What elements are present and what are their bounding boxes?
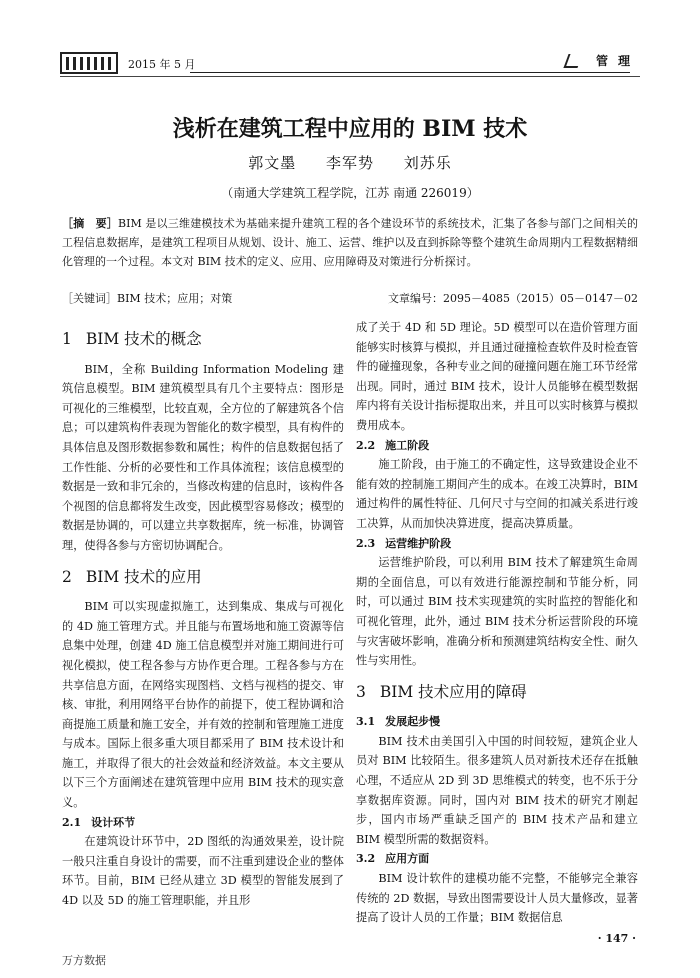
paragraph: BIM，全称 Building Information Modeling 建筑信息模型。BIM 建筑模型具有几个主要特点：图形是可视化的三维模型，比较直观，全方位的了解建筑各个信息；可以建筑构件表现为智能化的数字模型，具有构件的具体信息及图形数据参数和属性；构件的信息数据包括了工作性能、分析的必要性和工作具体流程；该信息模型的数据是一致和非冗余的，当修改构建的信息时，该构件各个视图的信息都将发生改变，因此模型容易修改；模型的数据是协调的，可以建立共享数据库，统一标准，协调管理，使得各参与方密切协调配合。 [62,362,344,552]
subsection-title: 施工阶段 [385,438,430,452]
paragraph: BIM 设计软件的建模功能不完整，不能够完全兼容传统的 2D 数据，导致出图需要设计人员大量修改，显著提高了设计人员的工作量；BIM 数据信息 [356,872,638,925]
journal-header [60,46,640,76]
subsection-heading [62,813,344,833]
section-tag-icon [563,54,582,68]
author: 刘苏乐 [403,154,452,172]
subsection-heading [356,436,638,456]
paragraph: BIM 技术由美国引入中国的时间较短，建筑企业人员对 BIM 比较陌生。很多建筑人员对新技术还存在抵触心理，不适应从 2D 到 3D 思维模式的转变，也不乐于分享数据库资源。同时，国内对 BIM 技术的研究才刚起步，国内市场严重缺乏国产的 BIM 技术产品和建立 BIM 模型所需的数据资料。 [356,734,638,846]
header-rule-bottom [60,76,640,77]
keywords [62,290,232,306]
paper-title: 浅析在建筑工程中应用的 BIM 技术 [172,116,528,142]
paragraph: 成了关于 4D 和 5D 理论。5D 模型可以在造价管理方面能够实时核算与模拟，并且通过碰撞检查软件及时检查管件的碰撞现象，各种专业之间的碰撞问题在施工环节经常出现。同时，通过 BIM 技术，设计人员能够在模型数据库内将有关设计指标提取出来，并且可以实时核算与模拟费用成本。 [356,321,638,432]
section-heading [62,568,344,588]
keywords-row [62,290,638,308]
article-number: 文章编号：2095－4085（2015）05－0147－02 [388,292,638,305]
keywords-label: ［关键词］ [62,292,117,305]
section-title: BIM 技术的应用 [85,567,202,586]
paragraph: 在建筑设计环节中，2D 图纸的沟通效果差，设计院一般只注重自身设计的需要，而不注重到建设企业的整体环节。目前，BIM 已经从建立 3D 模型的智能发展到了 4D 以及 5D 的施工管理职能，并且形 [62,835,344,908]
author: 李军势 [325,154,374,172]
header-rule [190,72,630,73]
subsection-heading [356,849,638,869]
subsection-number: 2.2 [356,438,376,452]
page-number: · 147 · [597,932,636,945]
journal-logo [60,52,118,74]
paragraph: 运营维护阶段，可以利用 BIM 技术了解建筑生命周期的全面信息，可以有效进行能源控制和节能分析，同时，可以通过 BIM 技术实现建筑的实时监控的智能化和可视化管理，此外，通过 BIM 技术分析运营阶段的环境与灾害破坏影响，准确分析和预测建筑结构安全性、耐久性与实用性。 [356,556,638,668]
watermark: 万方数据 [62,954,106,967]
section-heading [62,330,344,350]
subsection-title: 运营维护阶段 [385,536,452,550]
section-title: BIM 技术的概念 [85,330,202,348]
subsection-heading [356,712,638,732]
keywords-text: BIM 技术；应用；对策 [117,292,233,305]
subsection-number: 3.2 [356,852,376,866]
abstract [62,214,638,271]
section-number: 2 [62,567,72,586]
section-number: 1 [62,330,72,348]
section-title: BIM 技术应用的障碍 [379,682,527,701]
author-list [0,152,700,173]
abstract-text: BIM 是以三维建模技术为基础来提升建筑工程的各个建设环节的系统技术，汇集了各参与部门之间相关的工程信息数据库，是建筑工程项目从规划、设计、施工、运营、维护以及直到拆除等整个建筑生命周期内工程数据精细化管理的一个过程。本文对 BIM 技术的定义、应用、应用障碍及对策进行分析探讨。 [62,217,639,268]
subsection-title: 设计环节 [91,815,136,829]
author: 郭文墨 [248,154,297,172]
paragraph: BIM 可以实现虚拟施工，达到集成、集成与可视化的 4D 施工管理方式。并且能与布置场地和施工资源等信息集中处理，创建 4D 施工信息模型并对施工期间进行可视化模拟，使工程各参与方协作更合理。工程各参与方在共享信息方面，在网络实现图档、文档与视档的提交、审核、审批，利用网络平台协作的前提下，使工程协调和洽商提施工质量和施工安全，并有效的控制和管理施工进度与成本。国际上很多重大项目都采用了 BIM 技术设计和施工，并取得了很大的社会效益和经济效益。本文主要从以下三个方面阐述在建筑管理中应用 BIM 技术的现实意义。 [62,600,344,810]
section-heading [356,683,638,703]
subsection-title: 应用方面 [385,852,430,866]
subsection-number: 3.1 [356,715,376,729]
subsection-number: 2.1 [62,815,82,829]
section-tag: 管理 [595,54,640,68]
affiliation: （南通大学建筑工程学院，江苏 南通 226019） [221,186,479,200]
section-number: 3 [356,682,366,701]
header-date: 2015 年 5 月 [128,58,196,71]
subsection-heading [356,534,638,554]
subsection-title: 发展起步慢 [385,715,441,729]
abstract-label: ［摘 要］ [62,217,119,230]
left-column [62,318,344,911]
right-column [356,318,638,928]
subsection-number: 2.3 [356,536,376,550]
paragraph: 施工阶段，由于施工的不确定性，这导致建设企业不能有效的控制施工期间产生的成本。在竣工决算时，BIM 通过构件的属性特征、几何尺寸与空间的扣减关系进行竣工决算，从而加快决算进度，提高决算质量。 [356,458,638,530]
